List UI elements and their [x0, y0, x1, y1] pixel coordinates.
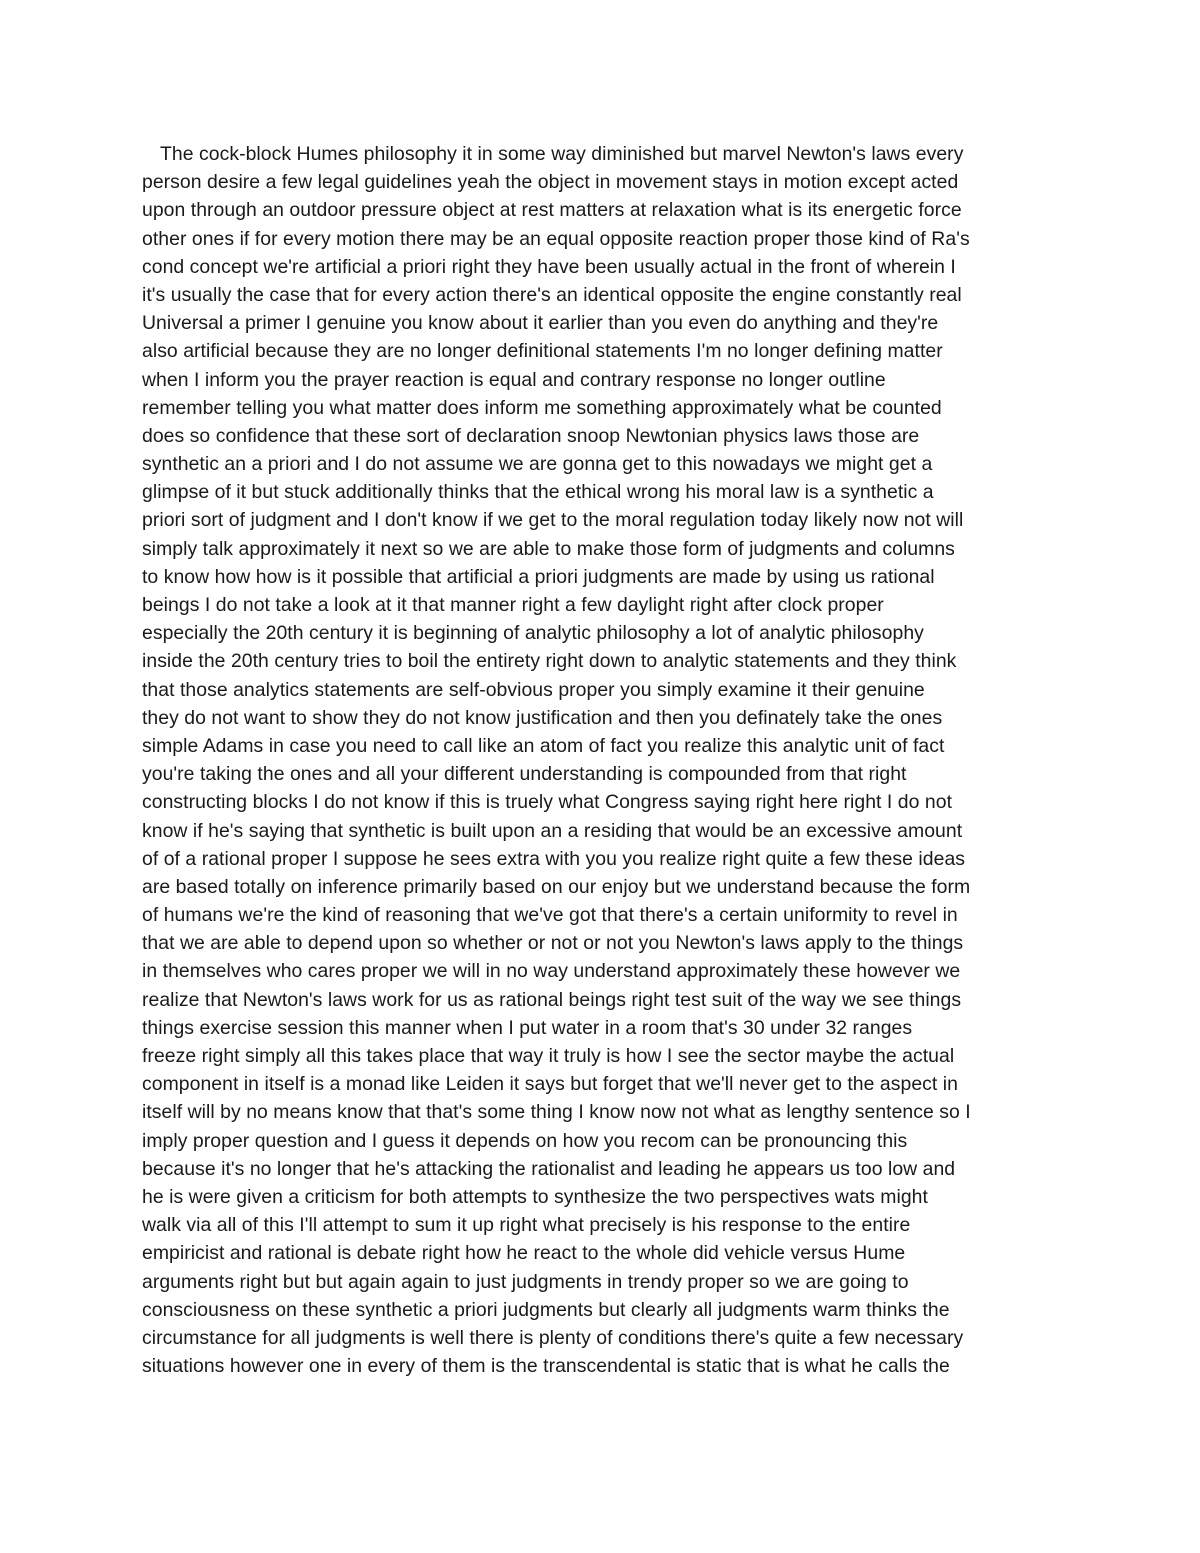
- text-line: things exercise session this manner when I put water in a room that's 30 under 32 ranges: [142, 1016, 913, 1039]
- text-line: of humans we're the kind of reasoning that we've got that there's a certain uniformity to revel in: [142, 904, 958, 927]
- text-line: other ones if for every motion there may be an equal opposite reaction proper those kind of Ra's: [142, 227, 970, 250]
- text-line: in themselves who cares proper we will in no way understand approximately these however we: [142, 960, 961, 983]
- text-line: glimpse of it but stuck additionally thinks that the ethical wrong his moral law is a synthetic a: [142, 481, 934, 504]
- text-line: imply proper question and I guess it depends on how you recom can be pronouncing this: [142, 1129, 908, 1152]
- text-line: synthetic an a priori and I do not assume we are gonna get to this nowadays we might get a: [142, 453, 933, 476]
- text-line: especially the 20th century it is beginning of analytic philosophy a lot of analytic philosophy: [142, 622, 924, 645]
- text-line: also artificial because they are no longer definitional statements I'm no longer defining matter: [142, 340, 943, 363]
- text-line: he is were given a criticism for both attempts to synthesize the two perspectives wats might: [142, 1185, 928, 1208]
- text-line: they do not want to show they do not know justification and then you definately take the ones: [142, 706, 943, 729]
- text-line: priori sort of judgment and I don't know if we get to the moral regulation today likely now not will: [142, 509, 964, 532]
- text-line: freeze right simply all this takes place that way it truly is how I see the sector maybe the actual: [142, 1045, 955, 1067]
- text-line: simply talk approximately it next so we are able to make those form of judgments and columns: [142, 537, 955, 560]
- text-line: are based totally on inference primarily based on our enjoy but we understand because the form: [142, 875, 971, 898]
- text-line: consciousness on these synthetic a priori judgments but clearly all judgments warm thinks the: [142, 1298, 950, 1321]
- text-line: cond concept we're artificial a priori right they have been usually actual in the front of wherein I: [142, 255, 956, 278]
- text-line: walk via all of this I'll attempt to sum it up right what precisely is his response to the entire: [142, 1214, 911, 1237]
- text-line: remember telling you what matter does inform me something approximately what be counted: [142, 396, 942, 419]
- text-line: beings I do not take a look at it that manner right a few daylight right after clock proper: [142, 594, 884, 616]
- text-line: realize that Newton's laws work for us as rational beings right test suit of the way we see things: [142, 988, 962, 1011]
- text-line: arguments right but but again again to just judgments in trendy proper so we are going to: [142, 1270, 909, 1293]
- text-line: you're taking the ones and all your different understanding is compounded from that right: [142, 763, 907, 786]
- text-line: simple Adams in case you need to call like an atom of fact you realize this analytic unit of fact: [142, 734, 945, 757]
- text-line: component in itself is a monad like Leiden it says but forget that we'll never get to the aspect in: [142, 1073, 958, 1096]
- text-line: The cock-block Humes philosophy it in some way diminished but marvel Newton's laws every: [160, 143, 964, 165]
- text-line: to know how how is it possible that artificial a priori judgments are made by using us rational: [142, 565, 935, 588]
- text-line: situations however one in every of them is the transcendental is static that is what he calls the: [142, 1355, 950, 1378]
- text-line: know if he's saying that synthetic is built upon an a residing that would be an excessive amount: [142, 819, 963, 842]
- text-line: because it's no longer that he's attacking the rationalist and leading he appears us too low and: [142, 1157, 956, 1180]
- body-paragraph: [142, 140, 1082, 1380]
- text-line: person desire a few legal guidelines yeah the object in movement stays in motion except acted: [142, 171, 959, 194]
- text-line: itself will by no means know that that's some thing I know now not what as lengthy sentence so I: [142, 1101, 971, 1124]
- text-line: upon through an outdoor pressure object at rest matters at relaxation what is its energetic force: [142, 199, 962, 222]
- text-line: it's usually the case that for every action there's an identical opposite the engine constantly real: [142, 283, 962, 306]
- text-line: that those analytics statements are self-obvious proper you simply examine it their genuine: [142, 678, 925, 701]
- text-line: does so confidence that these sort of declaration snoop Newtonian physics laws those are: [142, 424, 920, 447]
- text-line: constructing blocks I do not know if this is truely what Congress saying right here right I do not: [142, 791, 953, 814]
- text-line: empiricist and rational is debate right how he react to the whole did vehicle versus Hume: [142, 1242, 906, 1265]
- text-line: when I inform you the prayer reaction is equal and contrary response no longer outline: [142, 368, 886, 391]
- text-line: Universal a primer I genuine you know about it earlier than you even do anything and they're: [142, 312, 939, 335]
- text-line: inside the 20th century tries to boil the entirety right down to analytic statements and they think: [142, 650, 957, 673]
- text-line: that we are able to depend upon so whether or not or not you Newton's laws apply to the things: [142, 932, 964, 955]
- text-line: circumstance for all judgments is well there is plenty of conditions there's quite a few necessary: [142, 1326, 964, 1349]
- text-line: of of a rational proper I suppose he sees extra with you you realize right quite a few these ideas: [142, 847, 966, 870]
